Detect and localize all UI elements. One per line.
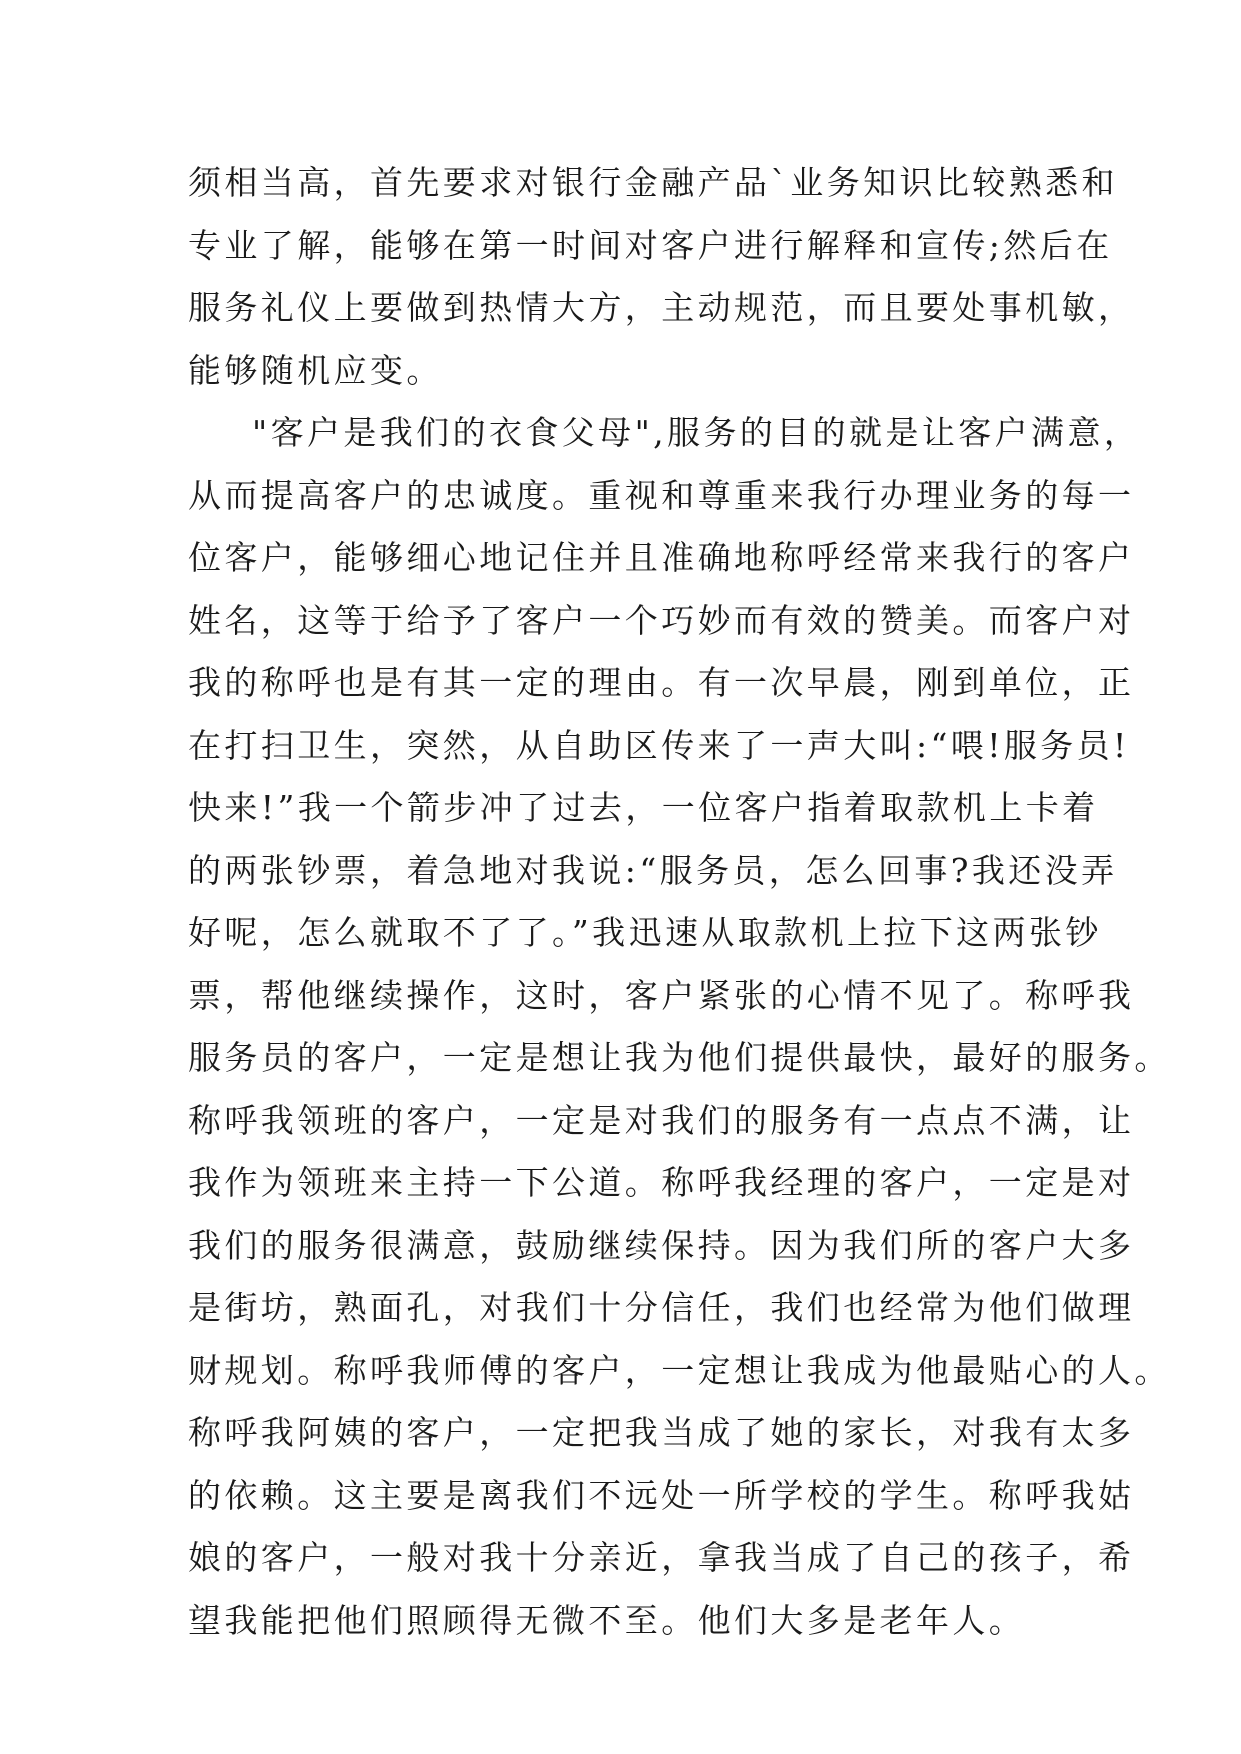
text-line: 服务礼仪上要做到热情大方，主动规范，而且要处事机敏， [188,288,1135,327]
text-line: 的依赖。这主要是离我们不远处一所学校的学生。称呼我姑 [188,1475,1135,1515]
text-line: 财规划。称呼我师傅的客户，一定想让我成为他最贴心的人。 [188,1350,1171,1390]
text-line: 望我能把他们照顾得无微不至。他们大多是老年人。 [188,1600,1026,1640]
text-line: 称呼我阿姨的客户，一定把我当成了她的家长，对我有太多 [188,1413,1135,1452]
text-line: 姓名，这等于给予了客户一个巧妙而有效的赞美。而客户对 [188,600,1135,640]
text-line: 快来!”我一个箭步冲了过去，一位客户指着取款机上卡着 [188,788,1099,827]
paragraph-first-line: "客户是我们的衣食父母",服务的目的就是让客户满意， [252,413,1141,452]
document-body [188,152,1171,1652]
text-line: 我们的服务很满意，鼓励继续保持。因为我们所的客户大多 [188,1225,1135,1265]
text-line: 的两张钞票，着急地对我说:“服务员，怎么回事?我还没弄 [188,850,1118,890]
text-line: 服务员的客户，一定是想让我为他们提供最快，最好的服务。 [188,1038,1171,1077]
text-line: 好呢，怎么就取不了了。”我迅速从取款机上拉下这两张钞 [188,913,1102,952]
text-line: 是街坊，熟面孔，对我们十分信任，我们也经常为他们做理 [188,1288,1135,1327]
text-line: 能够随机应变。 [188,350,443,390]
text-line: 在打扫卫生，突然，从自助区传来了一声大叫:“喂!服务员! [188,725,1130,765]
text-line: 专业了解，能够在第一时间对客户进行解释和宣传;然后在 [188,225,1113,265]
text-line: 须相当高，首先要求对银行金融产品`业务知识比较熟悉和 [188,163,1118,202]
text-line: 我作为领班来主持一下公道。称呼我经理的客户，一定是对 [188,1163,1135,1202]
text-line: 娘的客户，一般对我十分亲近，拿我当成了自己的孩子，希 [188,1538,1135,1577]
text-line: 票，帮他继续操作，这时，客户紧张的心情不见了。称呼我 [188,975,1135,1015]
text-line: 我的称呼也是有其一定的理由。有一次早晨，刚到单位，正 [188,663,1135,702]
text-line: 从而提高客户的忠诚度。重视和尊重来我行办理业务的每一 [188,475,1135,515]
text-line: 位客户，能够细心地记住并且准确地称呼经常来我行的客户 [188,538,1135,577]
text-line: 称呼我领班的客户，一定是对我们的服务有一点点不满，让 [188,1100,1135,1140]
